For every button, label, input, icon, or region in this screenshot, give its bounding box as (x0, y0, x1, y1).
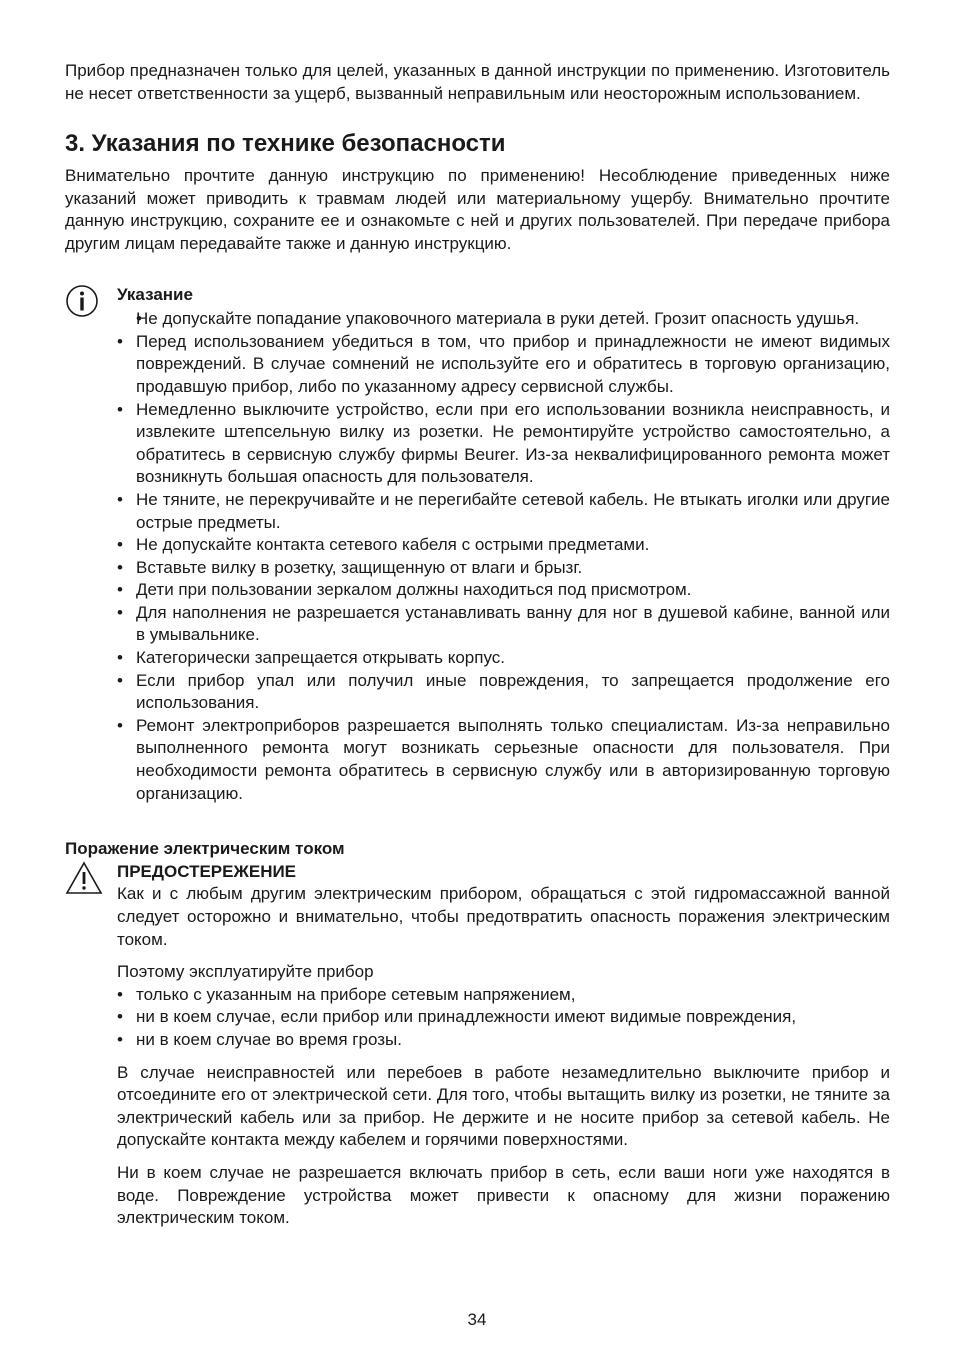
warning-triangle-icon (65, 861, 103, 895)
electric-shock-title: Поражение электрическим током (65, 839, 345, 859)
warning-text: Как и с любым другим электрическим прибором, обращаться с этой гидромассажной ванной следует осторожно и внимательно, чтобы предотвратить опасность поражения электрическим током. (117, 884, 890, 949)
section-intro-paragraph: Внимательно прочтите данную инструкцию по применению! Несоблюдение приведенных ниже указаний может приводить к травмам людей или материальному ущербу. Внимательно прочтите данную инструкцию, сохраните ее и ознакомьте с ней и других пользователей. При передаче прибора другим лицам передавайте также и данную инструкцию. (65, 166, 890, 253)
operate-intro: Поэтому эксплуатируйте прибор (117, 962, 374, 982)
list-item: • Если прибор упал или получил иные повреждения, то запрещается продолжение его использования. (117, 670, 890, 715)
list-item: • Ремонт электроприборов разрешается выполнять только специалистам. Из-за неправильно выполненного ремонта могут возникать серьезные опасности для пользователя. При необходимости ремонта обратитесь в сервисную службу или в авторизированную торговую организацию. (117, 715, 890, 805)
note-list (117, 308, 890, 805)
list-item: • Вставьте вилку в розетку, защищенную от влаги и брызг. (117, 557, 890, 580)
list-item: • Для наполнения не разрешается устанавливать ванну для ног в душевой кабине, ванной или в умывальнике. (117, 602, 890, 647)
intro-paragraph: Прибор предназначен только для целей, указанных в данной инструкции по применению. Изготовитель не несет ответственности за ущерб, вызванный неправильным или неосторожным использованием. (65, 61, 890, 103)
list-item: • Немедленно выключите устройство, если при его использовании возникла неисправность, и извлеките штепсельную вилку из розетки. Не ремонтируйте устройство самостоятельно, а обратитесь в сервисную службу фирмы Beurer. Из-за неквалифицированного ремонта может возникнуть большая опасность для пользователя. (117, 399, 890, 489)
info-icon (65, 284, 99, 318)
malfunction-paragraph: В случае неисправностей или перебоев в работе незамедлительно выключите прибор и отсоедините его от электрической сети. Для того, чтобы вытащить вилку из розетки, не тяните за электрический кабель или за прибор. Не держите и не носите прибор за сетевой кабель. Не допускайте контакта между кабелем и горячими поверхностями. (117, 1062, 890, 1150)
note-block (65, 284, 890, 806)
list-item: • только с указанным на приборе сетевым напряжением, (117, 984, 890, 1007)
list-item: • ни в коем случае, если прибор или принадлежности имеют видимые повреждения, (117, 1006, 890, 1029)
wet-feet-paragraph: Ни в коем случае не разрешается включать прибор в сеть, если ваши ноги уже находятся в воде. Повреждение устройства может привести к опасному для жизни поражению электрическим током. (117, 1162, 890, 1228)
list-item: • ни в коем случае во время грозы. (117, 1029, 890, 1052)
list-item: • Дети при пользовании зеркалом должны находиться под присмотром. (117, 579, 890, 602)
operate-list (117, 984, 890, 1052)
list-item: • Категорически запрещается открывать корпус. (117, 647, 890, 670)
warning-title: ПРЕДОСТЕРЕЖЕНИЕ (117, 861, 297, 881)
list-item: • Не допускайте контакта сетевого кабеля с острыми предметами. (117, 534, 890, 557)
page-number: 34 (467, 1310, 487, 1329)
warning-block (65, 861, 890, 1230)
list-item: • Перед использованием убедиться в том, что прибор и принадлежности не имеют видимых повреждений. В случае сомнений не используйте его и обратитесь в торговую организацию, продавшую прибор, либо по указанному адресу сервисной службы. (117, 331, 890, 399)
note-title: Указание (117, 284, 193, 304)
section-title: 3. Указания по технике безопасности (65, 130, 506, 158)
list-item: • Не допускайте попадание упаковочного материала в руки детей. Грозит опасность удушья. (117, 308, 890, 331)
list-item: • Не тяните, не перекручивайте и не перегибайте сетевой кабель. Не втыкать иголки или другие острые предметы. (117, 489, 890, 534)
page-content (65, 60, 890, 1230)
